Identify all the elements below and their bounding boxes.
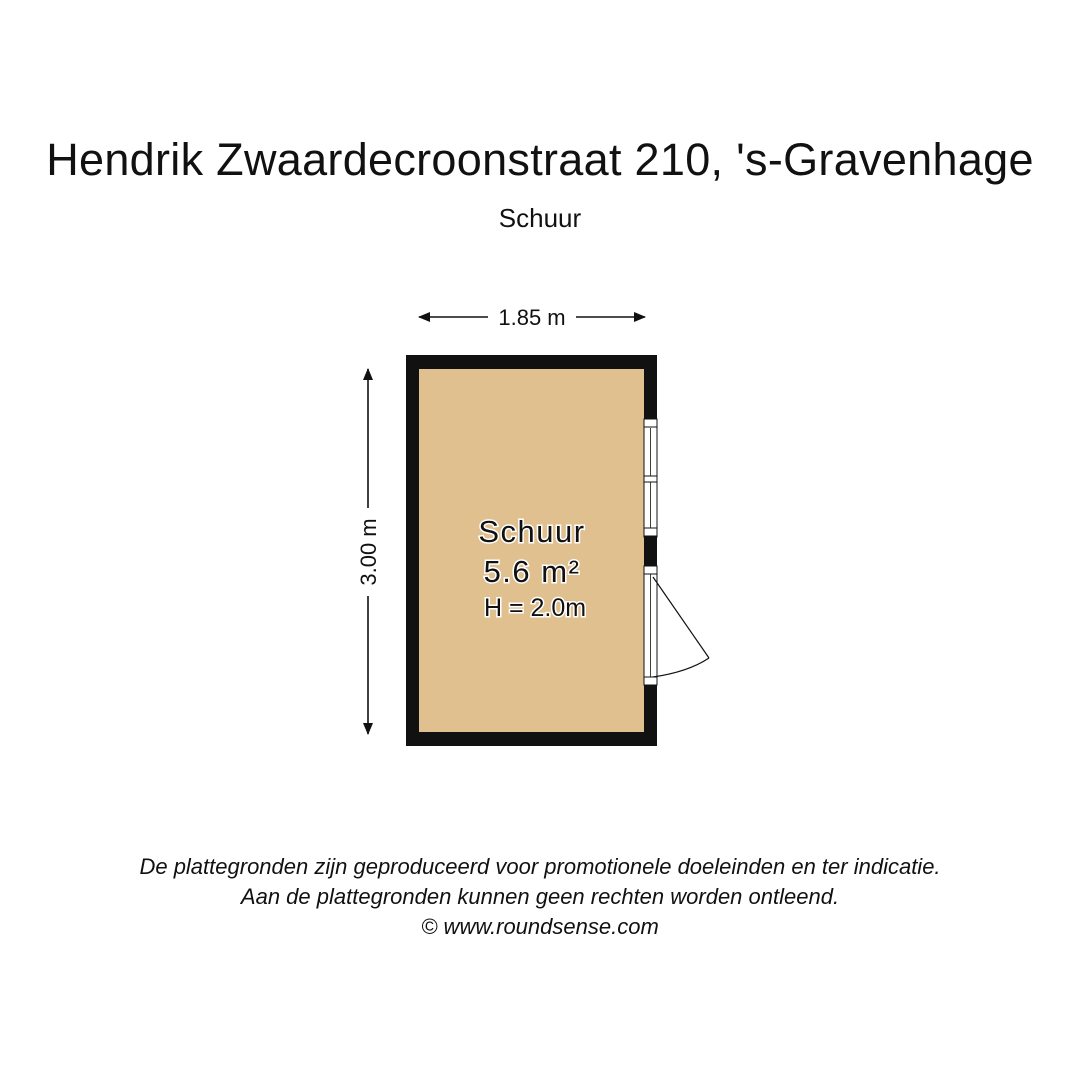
disclaimer-line-2: Aan de plattegronden kunnen geen rechten worden ontleend. (240, 884, 840, 909)
room-floor (419, 369, 644, 732)
window (644, 419, 657, 537)
door-leaf (653, 577, 709, 658)
door-swing-arc (653, 658, 709, 677)
room-name: Schuur (478, 514, 586, 549)
width-dimension-label: 1.85 m (498, 305, 566, 330)
copyright-link[interactable]: © www.roundsense.com (421, 914, 659, 939)
width-dimension (419, 305, 645, 330)
disclaimer-line-1: De plattegronden zijn geproduceerd voor promotionele doeleinden en ter indicatie. (139, 854, 941, 879)
door (644, 566, 709, 685)
floor-name-subtitle: Schuur (498, 203, 582, 233)
depth-dimension-label: 3.00 m (356, 518, 381, 586)
property-address-title: Hendrik Zwaardecroonstraat 210, 's-Gravenhage (46, 134, 1034, 185)
room-area: 5.6 m² (483, 554, 581, 589)
depth-dimension (356, 369, 381, 734)
room-height: H = 2.0m (483, 594, 587, 622)
disclaimer (0, 852, 1080, 942)
